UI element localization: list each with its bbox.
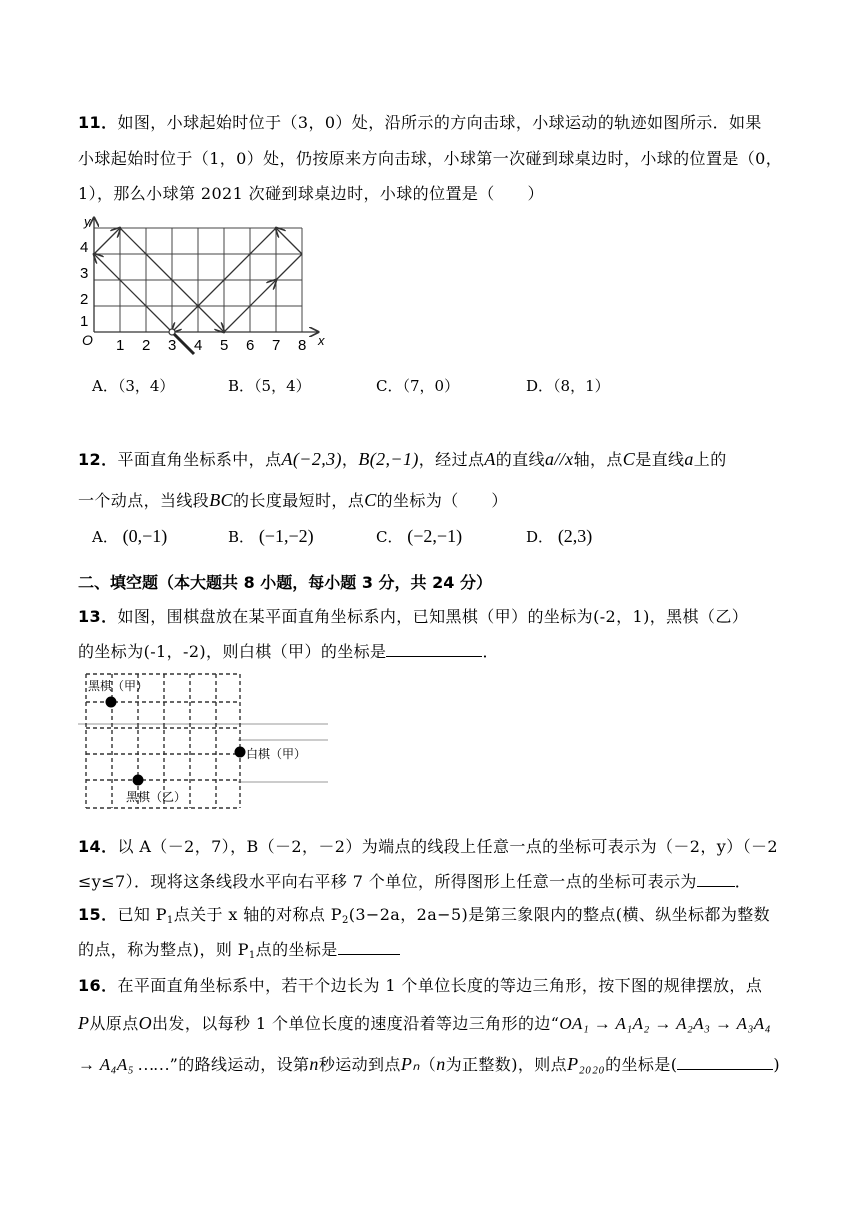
white-stone-a-label: 白棋（甲） [246, 747, 307, 761]
var-a-line: a [684, 449, 694, 469]
q14-line-1 [78, 834, 778, 857]
q12-text: 轴，点 [573, 450, 623, 469]
answer-blank[interactable] [677, 1055, 773, 1070]
path-segments: OA₁ → A₁A₂ → A₂A₃ → A₃A₄ [559, 1014, 771, 1033]
q13-line-2 [78, 639, 499, 662]
answer-blank[interactable] [338, 940, 400, 955]
q11-text-1: 如图，小球起始时位于（3，0）处，沿所示的方向击球，小球运动的轨迹如图所示．如果 [117, 113, 762, 132]
segment-bc: BC [209, 490, 234, 510]
option-value: (0,−1) [122, 526, 168, 546]
q11-option-b[interactable]: B．（5，4） [228, 377, 311, 395]
option-letter: D． [526, 528, 554, 546]
q15-text: 点的坐标是 [255, 940, 338, 959]
var-a: A [484, 449, 496, 469]
option-value: (−1,−2) [258, 526, 314, 546]
subscript: 1 [166, 915, 174, 926]
q15-line-2 [78, 937, 400, 961]
black-stone-b [133, 775, 144, 786]
y-tick-3: 3 [80, 265, 89, 282]
q16-line-2 [78, 1011, 771, 1034]
white-stone-a [235, 747, 246, 758]
q16-text: 在平面直角坐标系中，若干个边长为 1 个单位长度的等边三角形，按下图的规律摆放，点 [117, 976, 763, 995]
option-value: (2,3) [557, 526, 593, 546]
q12-option-b[interactable] [228, 526, 314, 547]
question-number: 11． [78, 113, 118, 132]
x-tick-7: 7 [272, 337, 281, 354]
dashed-board-grid [86, 674, 240, 808]
black-stone-b-label: 黑棋（乙） [126, 790, 187, 804]
question-number: 16． [78, 976, 118, 995]
q14-line-2 [78, 869, 751, 892]
black-stone-a [106, 697, 117, 708]
var-o: O [138, 1013, 153, 1033]
q16-text: 的坐标是( [605, 1055, 678, 1074]
path-segments-cont: → A₄A₅ …… [78, 1055, 170, 1074]
q11-line-1 [78, 110, 762, 133]
q13-text: 如图，围棋盘放在某平面直角坐标系内，已知黑棋（甲）的坐标为(-2，1)，黑棋（乙） [117, 607, 749, 626]
q12-text: 的坐标为（ ） [376, 491, 508, 510]
q11-line-2: 小球起始时位于（1，0）处，仍按原来方向击球，小球第一次碰到球桌边时，小球的位置是（0， [78, 149, 783, 168]
origin-label: O [82, 332, 93, 348]
q15-text: (3−2a，2a−5)是第三象限内的整点(横、纵坐标都为整数 [348, 905, 771, 924]
y-tick-4: 4 [80, 239, 89, 256]
var-c: C [364, 490, 377, 510]
answer-blank[interactable] [386, 642, 482, 657]
q12-line-2 [78, 488, 508, 511]
q12-text: 的直线 [495, 450, 545, 469]
question-number: 15． [78, 905, 118, 924]
option-letter: C． [376, 528, 403, 546]
x-tick-4: 4 [194, 337, 203, 354]
var-p: P [78, 1013, 90, 1033]
q12-separator: ， [341, 450, 359, 469]
q13-line-1 [78, 604, 748, 627]
var-p2020: P₂₀₂₀ [567, 1054, 606, 1074]
x-tick-2: 2 [142, 337, 151, 354]
q13-text: ． [482, 642, 499, 661]
subscript: 1 [248, 950, 256, 961]
q12-text: ，经过点 [418, 450, 485, 469]
y-tick-2: 2 [80, 291, 89, 308]
q12-text: 是直线 [635, 450, 685, 469]
q16-text: ) [773, 1055, 780, 1074]
q12-text: 平面直角坐标系中，点 [117, 450, 282, 469]
point-a: A(−2,3) [281, 449, 342, 469]
option-letter: B． [228, 528, 255, 546]
q12-text: 一个动点，当线段 [78, 491, 210, 510]
q15-text: 已知 P [117, 905, 167, 924]
q16-text: 从原点 [89, 1014, 139, 1033]
var-n: n [309, 1054, 319, 1074]
var-n: n [436, 1054, 446, 1074]
black-stone-a-label: 黑棋（甲） [88, 679, 149, 693]
question-number: 12． [78, 450, 118, 469]
q11-option-c[interactable]: C．（7，0） [376, 377, 460, 395]
q12-text: 的长度最短时，点 [233, 491, 365, 510]
q14-text: ≤y≤7）．现将这条线段水平向右平移 7 个单位，所得图形上任意一点的坐标可表示为 [78, 872, 697, 891]
point-b: B(2,−1) [358, 449, 419, 469]
q12-option-a[interactable] [92, 526, 167, 547]
answer-blank[interactable] [697, 872, 735, 887]
q11-line-3: 1），那么小球第 2021 次碰到球桌边时，小球的位置是（ ） [78, 184, 544, 203]
q14-text: 以 A（－2，7），B（－2，－2）为端点的线段上任意一点的坐标可表示为（－2，y）（－2 [117, 837, 778, 856]
section-heading: 二、填空题（本大题共 8 小题，每小题 3 分，共 24 分） [78, 573, 492, 592]
go-board-figure [78, 668, 328, 818]
q16-text: 出发，以每秒 1 个单位长度的速度沿着等边三角形的边“ [152, 1014, 560, 1033]
var-c: C [622, 449, 636, 469]
x-tick-3: 3 [168, 337, 177, 354]
q16-line-3 [78, 1052, 780, 1075]
subscript: 2 [341, 915, 349, 926]
question-number: 13． [78, 607, 118, 626]
q16-text: 秒运动到点 [318, 1055, 401, 1074]
var-pn: Pₙ [400, 1054, 420, 1074]
x-tick-5: 5 [220, 337, 229, 354]
x-tick-6: 6 [246, 337, 255, 354]
q13-text: 的坐标为(-1，-2)，则白棋（甲）的坐标是 [78, 642, 387, 661]
q12-option-c[interactable] [376, 526, 462, 547]
q12-option-d[interactable] [526, 526, 592, 547]
q16-text: （ [419, 1055, 437, 1074]
q12-text: 上的 [693, 450, 727, 469]
line-a-parallel: a//x [544, 449, 574, 469]
y-axis-label: y [84, 214, 91, 229]
x-axis-label: x [318, 333, 325, 348]
q15-text: 点关于 x 轴的对称点 P [173, 905, 342, 924]
x-tick-1: 1 [116, 337, 125, 354]
q12-line-1 [78, 447, 727, 470]
q16-text: ”的路线运动，设第 [169, 1055, 310, 1074]
ball-start-point [169, 329, 175, 335]
option-letter: A． [92, 528, 118, 546]
q15-line-1 [78, 902, 770, 926]
q15-text: 的点，称为整点)，则 P [78, 940, 249, 959]
q11-option-d[interactable]: D．（8，1） [526, 377, 610, 395]
q11-option-a[interactable]: A．（3，4） [92, 377, 175, 395]
y-tick-1: 1 [80, 313, 89, 330]
q14-text: ． [734, 872, 752, 891]
q16-line-1 [78, 973, 762, 996]
grid-lines [94, 228, 302, 332]
question-number: 14． [78, 837, 118, 856]
billiard-figure [78, 214, 338, 364]
option-value: (−2,−1) [407, 526, 463, 546]
q16-text: 为正整数)，则点 [445, 1055, 568, 1074]
x-tick-8: 8 [298, 337, 307, 354]
